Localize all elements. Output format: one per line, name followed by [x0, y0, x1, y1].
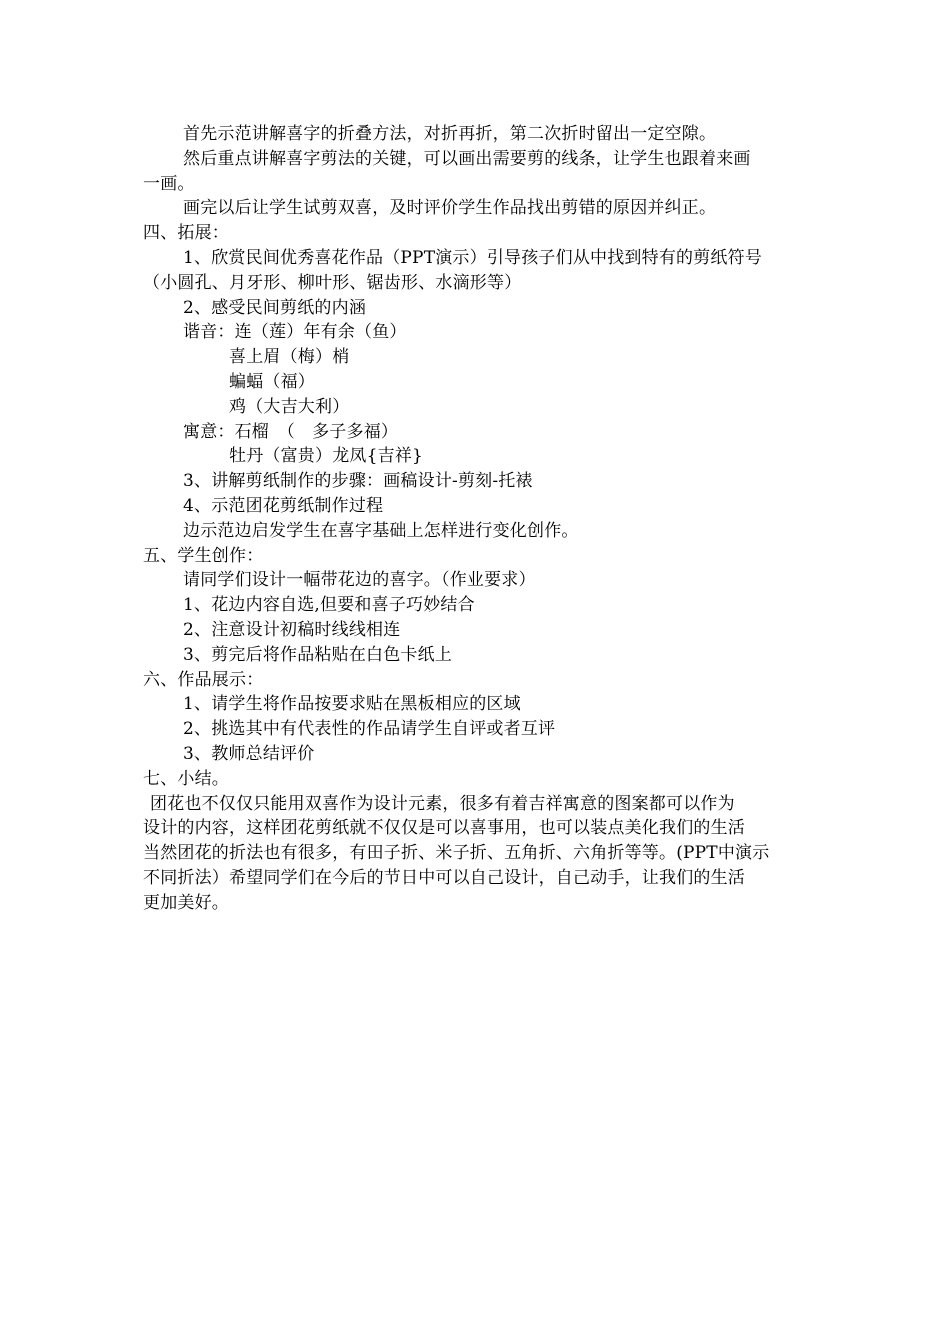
text-line: 1、花边内容自选,但要和喜子巧妙结合 [183, 595, 475, 616]
text-line: （小圆孔、月牙形、柳叶形、锯齿形、水滴形等） [143, 272, 522, 293]
text-line: 然后重点讲解喜字剪法的关键，可以画出需要剪的线条，让学生也跟着来画 [183, 148, 751, 169]
text-line: 一画。 [143, 173, 195, 194]
text-line: 3、讲解剪纸制作的步骤：画稿设计-剪刻-托裱 [183, 471, 533, 492]
text-line: 3、剪完后将作品粘贴在白色卡纸上 [183, 644, 453, 665]
text-line: 不同折法）希望同学们在今后的节日中可以自己设计，自己动手，让我们的生活 [143, 867, 745, 888]
text-line: 4、示范团花剪纸制作过程 [183, 495, 384, 516]
text-line: 画完以后让学生试剪双喜，及时评价学生作品找出剪错的原因并纠正。 [183, 198, 717, 219]
text-line: 蝙蝠（福） [229, 371, 315, 392]
text-line: 2、注意设计初稿时线线相连 [183, 619, 401, 640]
text-line: 喜上眉（梅）梢 [229, 347, 350, 368]
section-heading: 五、学生创作： [143, 545, 264, 566]
text-line: 鸡（大吉大利） [229, 396, 350, 417]
text-line: 3、教师总结评价 [183, 743, 315, 764]
text-line: 团花也不仅仅只能用双喜作为设计元素，很多有着吉祥寓意的图案都可以作为 [150, 793, 735, 814]
text-line: 首先示范讲解喜字的折叠方法，对折再折，第二次折时留出一定空隙。 [183, 124, 717, 144]
section-heading: 七、小结。 [143, 768, 229, 789]
section-heading: 六、作品展示： [143, 669, 264, 690]
text-line: 1、欣赏民间优秀喜花作品（PPT演示）引导孩子们从中找到特有的剪纸符号 [183, 247, 763, 268]
text-line: 牡丹（富贵）龙凤{吉祥} [229, 446, 424, 467]
text-line: 请同学们设计一幅带花边的喜字。（作业要求） [183, 570, 536, 591]
text-line: 当然团花的折法也有很多，有田子折、米子折、五角折、六角折等等。(PPT中演示 [143, 843, 770, 864]
document-body [143, 122, 813, 916]
text-line: 更加美好。 [143, 892, 229, 913]
text-line: 寓意：石榴 （ 多子多福） [183, 421, 399, 442]
text-line: 2、感受民间剪纸的内涵 [183, 297, 367, 318]
text-line: 边示范边启发学生在喜字基础上怎样进行变化创作。 [183, 520, 579, 541]
text-line: 谐音：连（莲）年有余（鱼） [183, 322, 407, 343]
text-line: 2、挑选其中有代表性的作品请学生自评或者互评 [183, 719, 556, 740]
text-line: 设计的内容，这样团花剪纸就不仅仅是可以喜事用，也可以装点美化我们的生活 [143, 818, 745, 839]
text-line: 1、请学生将作品按要求贴在黑板相应的区域 [183, 694, 521, 715]
section-heading: 四、拓展： [143, 223, 229, 244]
